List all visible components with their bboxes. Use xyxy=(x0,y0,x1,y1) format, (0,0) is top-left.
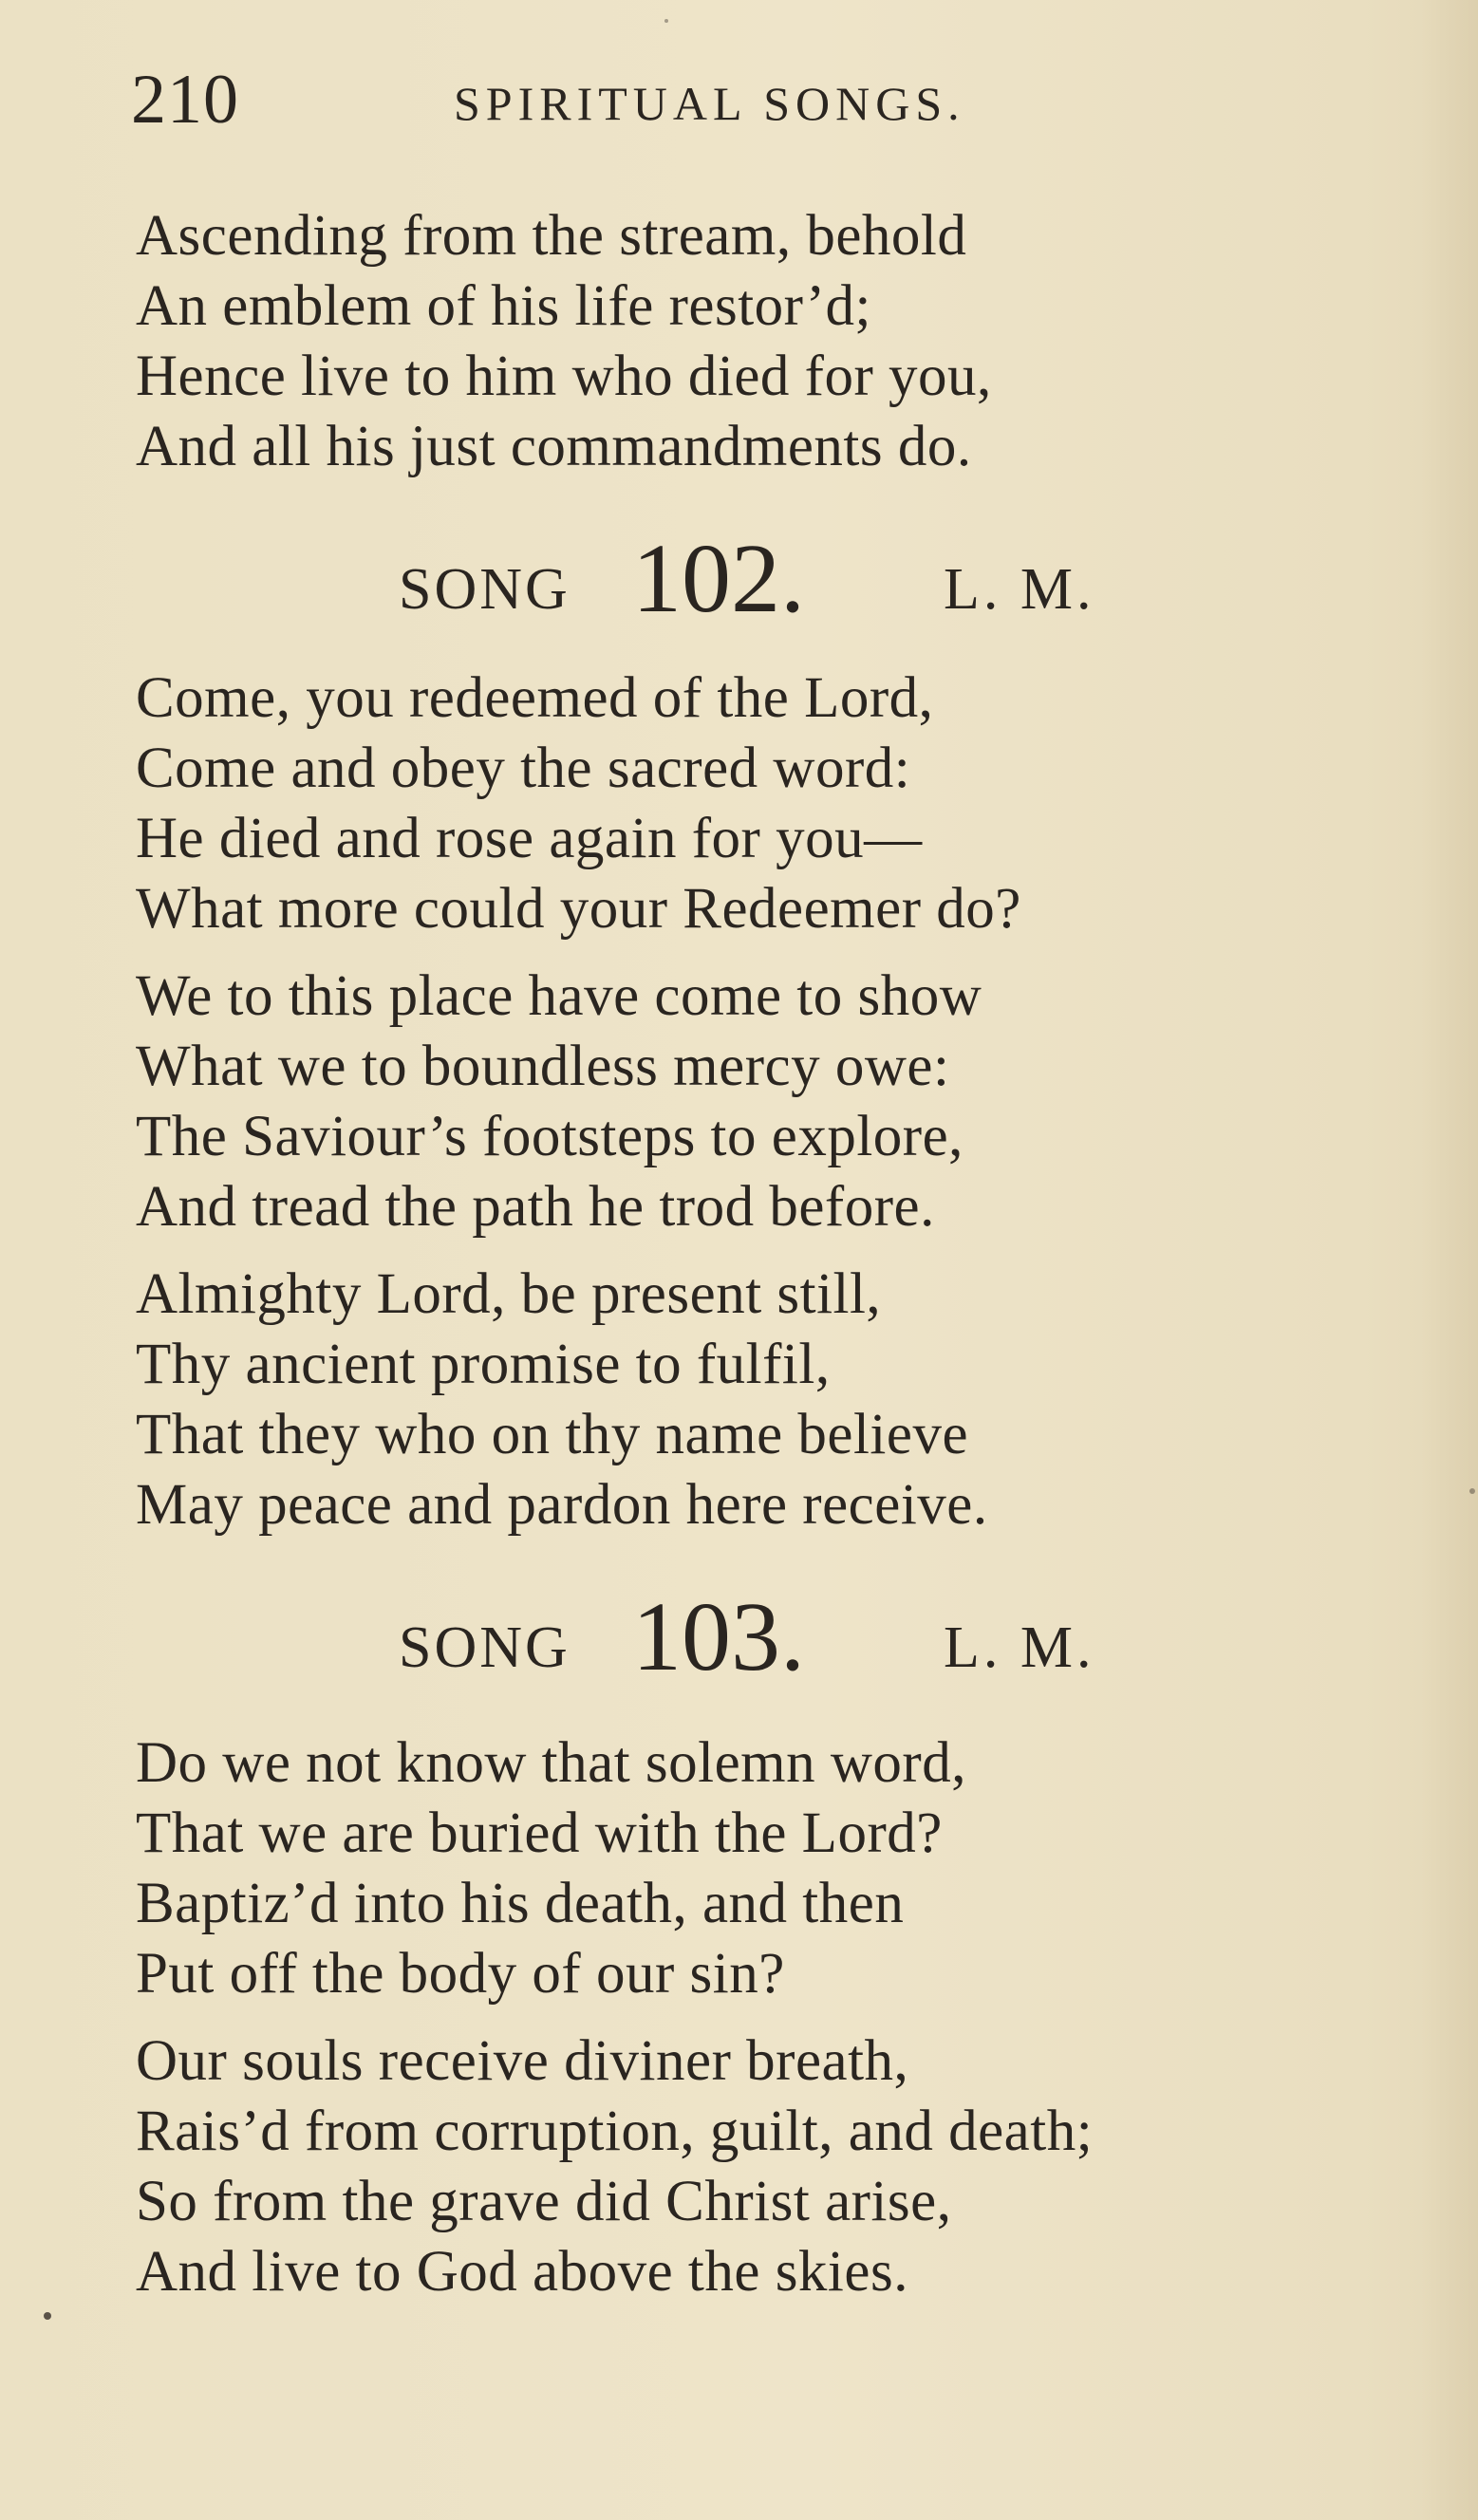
song-label: SONG xyxy=(399,557,571,622)
verse-line: Come and obey the sacred word: xyxy=(136,737,911,800)
running-head: SPIRITUAL SONGS. xyxy=(454,77,965,130)
verse-line: And live to God above the skies. xyxy=(136,2240,908,2304)
verse-line: Rais’d from corruption, guilt, and death; xyxy=(136,2100,1094,2163)
verse-line: May peace and pardon here receive. xyxy=(136,1473,988,1537)
page-edge-shading xyxy=(1421,0,1478,2520)
verse-line: That we are buried with the Lord? xyxy=(136,1801,943,1865)
verse-line: Our souls receive diviner breath, xyxy=(136,2029,909,2093)
ink-speck xyxy=(44,2312,51,2320)
verse-line: Put off the body of our sin? xyxy=(136,1942,785,2006)
verse-line: Baptiz’d into his death, and then xyxy=(136,1872,905,1935)
song-label: SONG xyxy=(399,1615,571,1680)
verse-line: He died and rose again for you— xyxy=(136,807,923,870)
verse-line: An emblem of his life restor’d; xyxy=(136,274,871,338)
verse-line: The Saviour’s footsteps to explore, xyxy=(136,1105,964,1168)
song-number: 102. xyxy=(632,524,805,633)
verse-line: So from the grave did Christ arise, xyxy=(136,2170,952,2233)
verse-line: Hence live to him who died for you, xyxy=(136,345,992,408)
verse-line: Ascending from the stream, behold xyxy=(136,204,967,268)
verse-line: What we to boundless mercy owe: xyxy=(136,1035,950,1098)
page-header xyxy=(131,57,1365,142)
verse-line: And all his just commandments do. xyxy=(136,415,972,478)
verse-line: Do we not know that solemn word, xyxy=(136,1731,966,1795)
verse-line: We to this place have come to show xyxy=(136,964,982,1028)
verse-line: Thy ancient promise to fulfil, xyxy=(136,1333,831,1396)
verse-line: And tread the path he trod before. xyxy=(136,1175,935,1239)
verse-line: Almighty Lord, be present still, xyxy=(136,1262,882,1326)
verse-line: That they who on thy name believe xyxy=(136,1403,969,1466)
ink-speck xyxy=(664,19,668,23)
verse-line: Come, you redeemed of the Lord, xyxy=(136,666,934,730)
verse-line: What more could your Redeemer do? xyxy=(136,877,1021,941)
song-meter: L. M. xyxy=(944,557,1095,622)
song-meter: L. M. xyxy=(944,1615,1095,1680)
song-number: 103. xyxy=(632,1582,805,1691)
page-number: 210 xyxy=(131,61,239,139)
